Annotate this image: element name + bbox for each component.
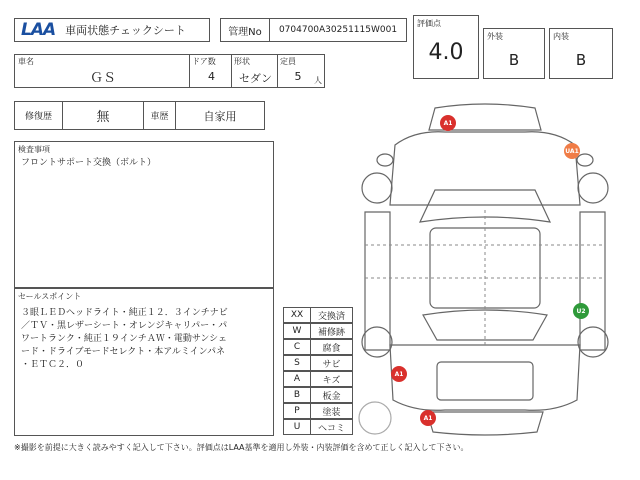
- inspection-text: フロントサポート交換（ボルト）: [21, 158, 157, 168]
- vehicle-name-box: [14, 54, 190, 88]
- sales-points-label: セールスポイント: [18, 292, 82, 301]
- wheel-rear-left: [362, 327, 392, 357]
- mgmt-value: 0704700A30251115W001: [269, 18, 407, 42]
- legend-meaning: 板金: [310, 387, 353, 403]
- legend-meaning: 塗装: [310, 403, 353, 419]
- legend-meaning: キズ: [310, 371, 353, 387]
- legend-row: [283, 387, 353, 403]
- vehicle-name-label: 車名: [18, 57, 34, 66]
- doors-label: ドア数: [192, 57, 216, 66]
- legend-code: S: [283, 355, 311, 371]
- interior-value: B: [575, 51, 587, 69]
- mirror-right: [577, 154, 593, 166]
- legend-code: A: [283, 371, 311, 387]
- inspection-label: 検査事項: [18, 145, 50, 154]
- legend-code: B: [283, 387, 311, 403]
- legend-meaning: サビ: [310, 355, 353, 371]
- legend-code: P: [283, 403, 311, 419]
- sales-points-box: [14, 288, 274, 436]
- vehicle-name-value: ＧＳ: [89, 71, 116, 86]
- legend-row: [283, 339, 353, 355]
- legend-row: [283, 323, 353, 339]
- damage-marker-right-side: U2: [573, 303, 589, 319]
- legend-row: [283, 355, 353, 371]
- exterior-score-box: [483, 28, 545, 79]
- legend-row: [283, 419, 353, 435]
- usage-label: 車歴: [143, 101, 176, 130]
- legend-code: C: [283, 339, 311, 355]
- laa-logo: LAA: [21, 20, 56, 40]
- footer-note: ※撮影を前提に大きく読みやすく記入して下さい。評価点はLAA基準を適用し外装・内装評価を含めて正しく記入して下さい。: [14, 443, 469, 452]
- spare-tire: [359, 402, 391, 434]
- repair-label: 修復歴: [14, 101, 63, 130]
- shape-value: セダン: [238, 72, 273, 85]
- mirror-left: [377, 154, 393, 166]
- interior-score-box: [549, 28, 613, 79]
- legend-meaning: 交換済: [310, 307, 353, 323]
- header-title-box: [14, 18, 210, 42]
- capacity-value: 5: [294, 70, 302, 83]
- front-body-outline: [390, 132, 580, 205]
- legend-code: W: [283, 323, 311, 339]
- legend-meaning: 腐食: [310, 339, 353, 355]
- exterior-label: 外装: [487, 32, 503, 41]
- repair-value: 無: [62, 101, 144, 130]
- damage-marker-front-bumper: A1: [440, 115, 456, 131]
- sales-points-text: ３眼ＬＥＤヘッドライト・純正１２．３インチナビ ／ＴＶ・黒レザーシート・オレンジキャリパー・パ ワートランク・純正１９インチＡＷ・電動サンシェ ード・ドライブモードセレクト・本アルミインパネ ・ＥＴＣ２．０: [21, 308, 228, 370]
- exterior-value: B: [508, 51, 520, 69]
- damage-marker-rear-left: A1: [391, 366, 407, 382]
- rear-bumper-outline: [427, 412, 543, 435]
- shape-label: 形状: [234, 57, 250, 66]
- interior-label: 内装: [553, 32, 569, 41]
- legend-meaning: ヘコミ: [310, 419, 353, 435]
- damage-marker-rear-bumper: A1: [420, 410, 436, 426]
- legend-row: [283, 371, 353, 387]
- legend-row: [283, 403, 353, 419]
- legend-code: U: [283, 419, 311, 435]
- capacity-unit: 人: [314, 76, 322, 85]
- wheel-rear-right: [578, 327, 608, 357]
- wheel-front-left: [362, 173, 392, 203]
- legend-meaning: 補修跡: [310, 323, 353, 339]
- doors-box: [189, 54, 232, 88]
- shape-box: [231, 54, 278, 88]
- trunk-outline: [437, 362, 533, 400]
- capacity-box: [277, 54, 325, 88]
- wheel-front-right: [578, 173, 608, 203]
- legend-code: XX: [283, 307, 311, 323]
- inspection-box: [14, 141, 274, 288]
- doors-value: 4: [208, 70, 215, 83]
- mgmt-label: 管理No: [220, 18, 270, 42]
- overall-score-box: [413, 15, 479, 79]
- sheet-title: 車両状態チェックシート: [65, 24, 186, 37]
- usage-value: 自家用: [175, 101, 265, 130]
- legend-row: [283, 307, 353, 323]
- overall-score-value: 4.0: [428, 40, 464, 65]
- legend-table: [283, 307, 353, 437]
- capacity-label: 定員: [280, 57, 296, 66]
- overall-score-label: 評価点: [417, 19, 441, 28]
- damage-marker-front-right: UA1: [564, 143, 580, 159]
